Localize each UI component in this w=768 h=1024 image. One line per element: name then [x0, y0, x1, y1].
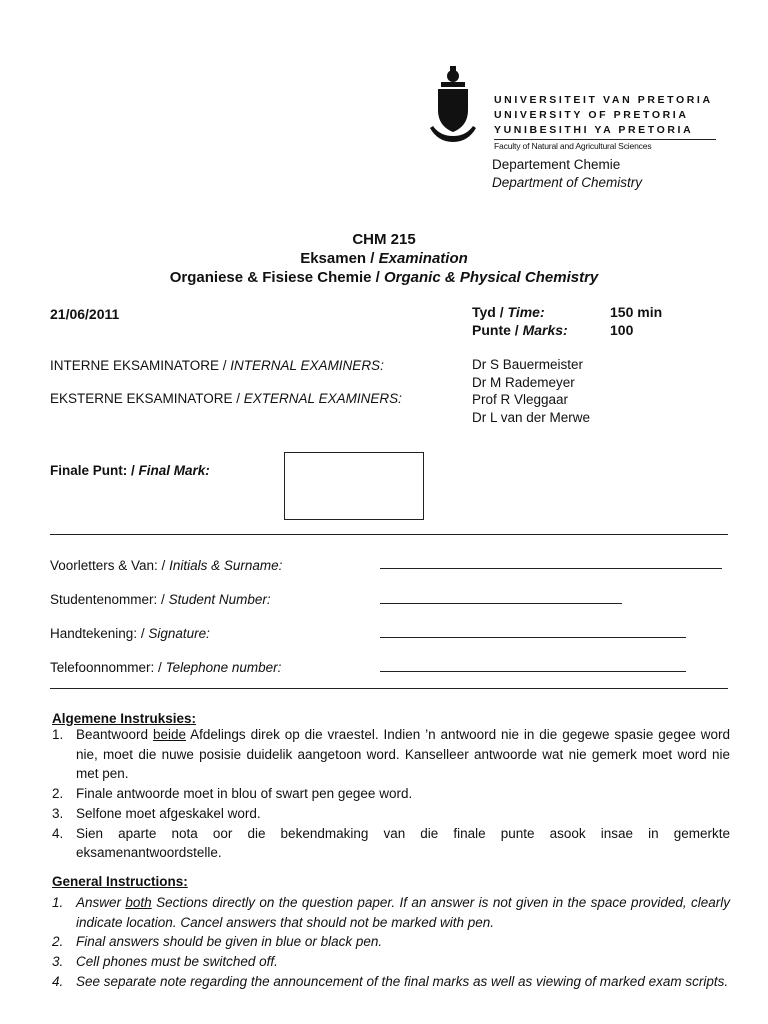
- marks-label: [472, 321, 568, 339]
- time-label: [472, 303, 568, 321]
- instruction-item: [52, 893, 730, 932]
- instruction-number: 1.: [52, 727, 64, 742]
- field-label-af: Studentenommer: /: [50, 592, 169, 607]
- field-label-en: Signature:: [148, 626, 210, 641]
- external-examiners-label: [50, 391, 402, 406]
- instruction-text: Beantwoord: [76, 727, 153, 742]
- marks-label-en: Marks:: [522, 322, 568, 338]
- university-crest-logo: [428, 64, 478, 148]
- exam-title: [0, 230, 768, 287]
- internal-label-af: INTERNE EKSAMINATORE /: [50, 358, 231, 373]
- subject-en: Organic & Physical Chemistry: [384, 269, 599, 286]
- instruction-item: [52, 784, 730, 804]
- instruction-text: See separate note regarding the announcement of the final marks as well as viewing of marked exam scripts.: [76, 973, 729, 989]
- exam-type-af: Eksamen /: [300, 250, 379, 267]
- final-mark-box[interactable]: [284, 452, 424, 520]
- instruction-item: [52, 824, 730, 863]
- instruction-item: [52, 804, 730, 824]
- instructions-heading-en: General Instructions:: [52, 874, 188, 889]
- instruction-text: Answer: [76, 895, 126, 910]
- instruction-item: [52, 952, 730, 972]
- course-code: CHM 215: [352, 231, 416, 248]
- instruction-item: [52, 932, 730, 952]
- instruction-number: 3.: [52, 805, 64, 821]
- instructions-list-en: [52, 893, 730, 992]
- instruction-text: Sien aparte nota oor die bekendmaking van die finale punte asook insae in gemerkte eksamenantwoordstelle.: [76, 825, 730, 861]
- field-label-en: Telephone number:: [165, 660, 282, 675]
- telephone-label: [50, 660, 281, 675]
- instructions-list-af: [52, 725, 730, 863]
- external-label-en: EXTERNAL EXAMINERS:: [243, 391, 402, 406]
- examiner-name: Dr S Bauermeister: [472, 357, 584, 372]
- university-name-en: UNIVERSITY OF PRETORIA: [494, 109, 689, 121]
- field-label-en: Student Number:: [168, 592, 271, 607]
- external-label-af: EKSTERNE EKSAMINATORE /: [50, 391, 244, 406]
- internal-examiners-label: [50, 358, 384, 373]
- header-rule: [494, 139, 716, 140]
- final-mark-label-en: Final Mark:: [138, 463, 210, 478]
- time-label-af: Tyd /: [472, 304, 508, 320]
- subject-af: Organiese & Fisiese Chemie /: [169, 269, 384, 286]
- field-label-en: Initials & Surname:: [169, 558, 283, 573]
- student-number-field[interactable]: [380, 603, 622, 604]
- examiner-name: Dr M Rademeyer: [472, 374, 575, 390]
- final-mark-label: [50, 463, 210, 478]
- time-label-en: Time:: [507, 304, 545, 320]
- instruction-emphasis: beide: [152, 727, 186, 742]
- exam-type-en: Examination: [378, 250, 468, 267]
- exam-type: [0, 249, 768, 268]
- initials-surname-label: [50, 558, 282, 573]
- instruction-item: [52, 725, 730, 784]
- telephone-field[interactable]: [380, 671, 686, 672]
- field-label-af: Telefoonnommer: /: [50, 660, 166, 675]
- section-divider-bottom: [50, 688, 728, 689]
- instruction-text: Afdelings direk op die vraestel. Indien ’n antwoord nie in die gegewe spasie gegee word nie, moet die nuwe posisie duidelik aangetoon word. Kanselleer antwoorde wat nie gemerk moet word nie met pen.: [76, 727, 730, 782]
- time-marks-labels: [472, 303, 568, 339]
- final-mark-label-af: Finale Punt: /: [50, 463, 139, 478]
- instruction-text: Finale antwoorde moet in blou of swart pen gegee word.: [76, 786, 413, 802]
- instructions-heading-af: Algemene Instruksies:: [52, 711, 197, 726]
- university-names: [494, 93, 713, 138]
- time-value: 150 min: [610, 304, 663, 320]
- section-divider-top: [50, 534, 728, 535]
- instruction-number: 1.: [52, 895, 64, 910]
- examiner-names: [472, 356, 590, 426]
- student-number-label: [50, 592, 271, 607]
- field-label-af: Voorletters & Van: /: [50, 558, 170, 573]
- subject: [0, 268, 768, 287]
- university-name-nso: YUNIBESITHI YA PRETORIA: [494, 124, 694, 136]
- instruction-text: Cell phones must be switched off.: [76, 954, 278, 970]
- faculty-name: Faculty of Natural and Agricultural Sciences: [494, 141, 652, 151]
- exam-date: 21/06/2011: [50, 306, 120, 322]
- instruction-number: 2.: [52, 786, 64, 802]
- department-af: Departement Chemie: [492, 157, 621, 172]
- initials-surname-field[interactable]: [380, 568, 722, 569]
- instruction-number: 3.: [52, 954, 64, 970]
- instruction-emphasis: both: [125, 895, 152, 910]
- internal-label-en: INTERNAL EXAMINERS:: [230, 358, 384, 373]
- time-marks-values: [610, 303, 662, 339]
- instruction-number: 4.: [52, 973, 64, 989]
- examiner-name: Prof R Vleggaar: [472, 392, 569, 407]
- field-label-af: Handtekening: /: [50, 626, 149, 641]
- instruction-text: Sections directly on the question paper. If an answer is not given in the space provided, clearly indicate location. Cancel answers that should not be marked with pen.: [76, 895, 730, 930]
- department: [492, 156, 642, 192]
- instruction-number: 4.: [52, 825, 64, 841]
- marks-label-af: Punte /: [472, 322, 523, 338]
- signature-label: [50, 626, 210, 641]
- marks-value: 100: [610, 322, 634, 338]
- instruction-text: Selfone moet afgeskakel word.: [76, 805, 261, 821]
- instruction-text: Final answers should be given in blue or black pen.: [76, 934, 383, 950]
- university-name-af: UNIVERSITEIT VAN PRETORIA: [494, 94, 713, 106]
- department-en: Department of Chemistry: [492, 175, 643, 190]
- signature-field[interactable]: [380, 637, 686, 638]
- examiner-name: Dr L van der Merwe: [472, 409, 591, 425]
- instruction-item: [52, 972, 730, 992]
- instruction-number: 2.: [52, 934, 64, 950]
